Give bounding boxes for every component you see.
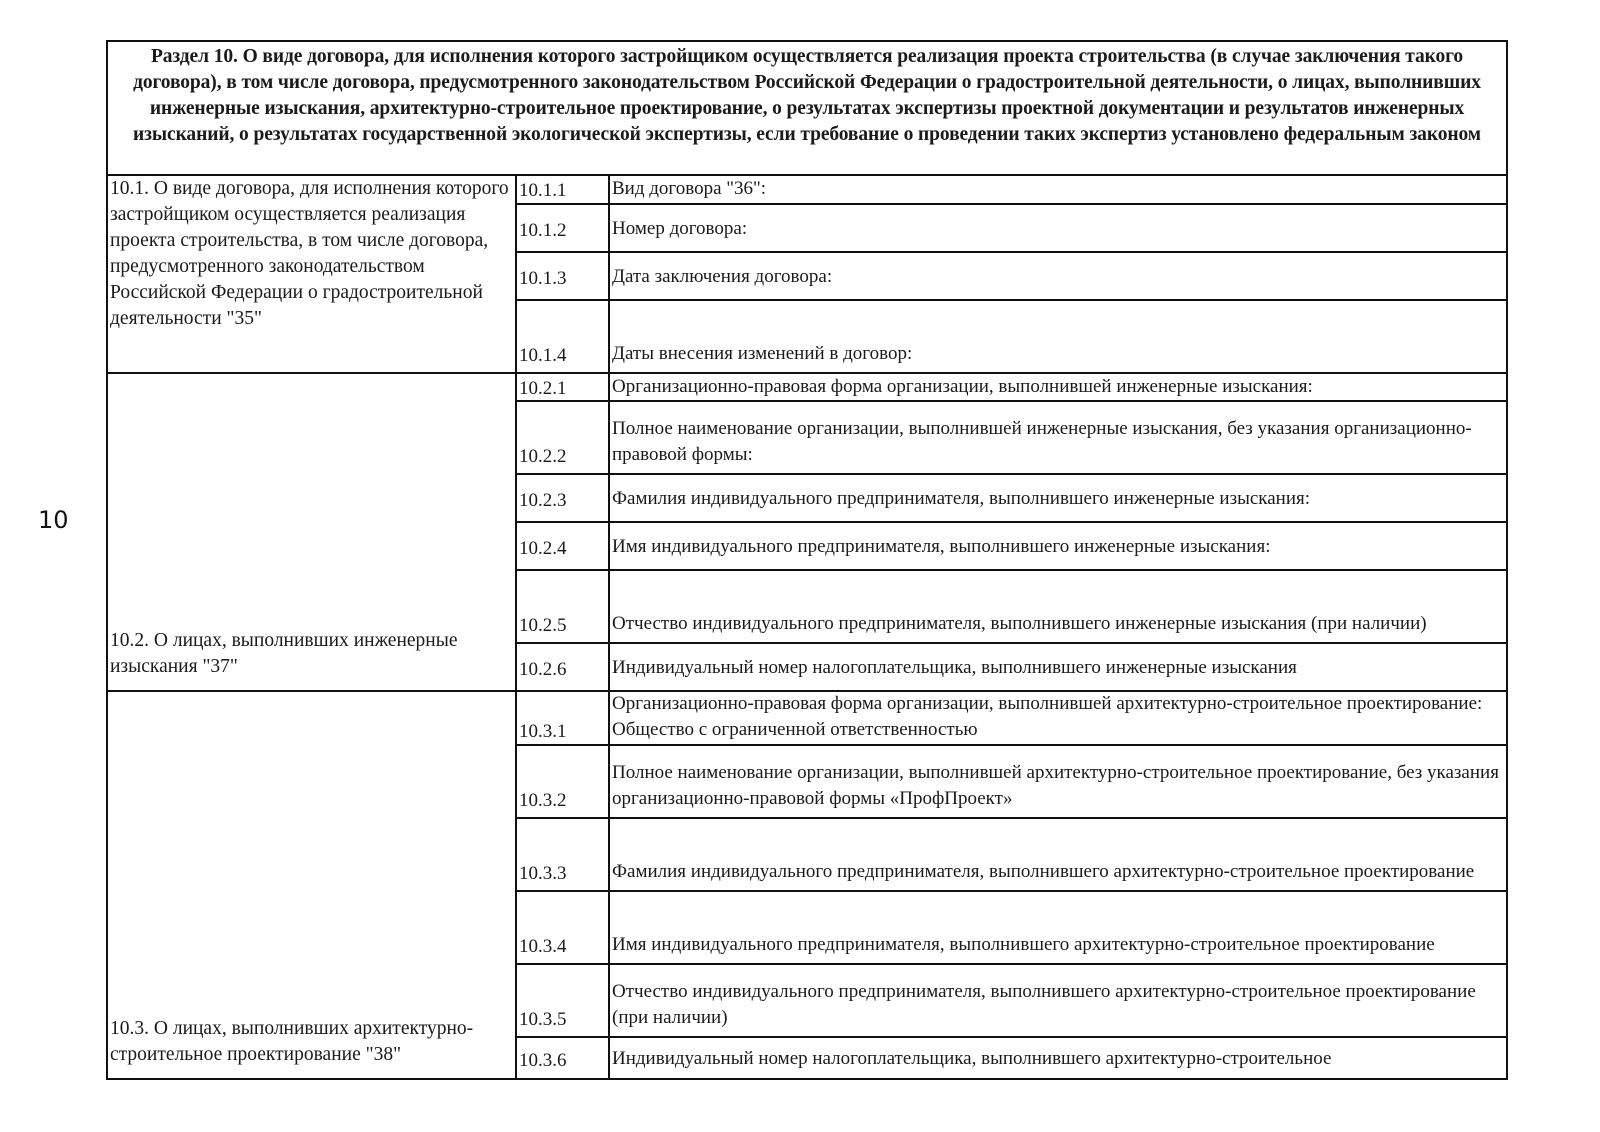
row-text: Номер договора:: [612, 218, 748, 239]
row-number: 10.3.6: [517, 1038, 610, 1078]
row-text: Вид договора "36":: [612, 178, 767, 199]
row-number: 10.1.1: [517, 176, 610, 203]
row-number: 10.2.4: [517, 523, 610, 569]
row-number: 10.2.5: [517, 571, 610, 642]
section-label-text: 10.3. О лицах, выполнивших архитектурно-строительное проектирование "38": [110, 1018, 474, 1065]
row-text: Организационно-правовая форма организации, выполнившей архитектурно-строительное проектирование: Общество с ограниченной ответственностью: [612, 693, 1483, 740]
table-row: [517, 892, 1506, 965]
row-text: Полное наименование организации, выполнившей инженерные изыскания, без указания организационно-правовой формы:: [612, 418, 1472, 465]
table-row: [517, 523, 1506, 571]
table-row: [517, 571, 1506, 644]
row-number: 10.2.6: [517, 644, 610, 690]
row-text: Даты внесения изменений в договор:: [612, 343, 913, 364]
row-text: Полное наименование организации, выполнившей архитектурно-строительное проектирование, без указания организационно-правовой формы «ПрофПроект»: [612, 762, 1499, 809]
disclosure-table: [106, 40, 1508, 1080]
table-row: [517, 253, 1506, 301]
section-10-1: [108, 176, 1506, 374]
table-row: [517, 301, 1506, 372]
row-number: 10.3.4: [517, 892, 610, 963]
table-row: [517, 819, 1506, 892]
section-10-3: [108, 692, 1506, 1078]
table-row: [517, 1038, 1506, 1078]
row-number: 10.2.1: [517, 374, 610, 400]
row-text: Имя индивидуального предпринимателя, выполнившего инженерные изыскания:: [612, 536, 1271, 557]
row-number: 10.3.2: [517, 746, 610, 817]
row-text: Отчество индивидуального предпринимателя, выполнившего архитектурно-строительное проектирование (при наличии): [612, 981, 1476, 1028]
row-number: 10.2.3: [517, 475, 610, 521]
table-row: [517, 692, 1506, 746]
section-label-text: 10.2. О лицах, выполнивших инженерные изыскания "37": [110, 630, 458, 677]
table-row: [517, 475, 1506, 523]
table-row: [517, 374, 1506, 402]
row-text: Организационно-правовая форма организации, выполнившей инженерные изыскания:: [612, 376, 1313, 397]
row-number: 10.2.2: [517, 402, 610, 473]
table-row: [517, 402, 1506, 475]
section-label-text: 10.1. О виде договора, для исполнения которого застройщиком осуществляется реализация проекта строительства, в том числе договора, предусмотренного законодательством Российской Федерации о градостроительной деятельности "35": [110, 178, 509, 329]
row-text: Дата заключения договора:: [612, 266, 833, 287]
table-row: [517, 965, 1506, 1038]
row-number: 10.1.4: [517, 301, 610, 372]
row-number: 10.3.1: [517, 692, 610, 744]
row-text: Отчество индивидуального предпринимателя, выполнившего инженерные изыскания (при наличии): [612, 613, 1427, 634]
table-row: [517, 746, 1506, 819]
section-label: [108, 692, 517, 1078]
section-rows: [517, 176, 1506, 372]
table-row: [517, 176, 1506, 205]
table-row: [517, 644, 1506, 690]
row-text: Фамилия индивидуального предпринимателя, выполнившего архитектурно-строительное проектирование: [612, 861, 1475, 882]
row-number: 10.3.3: [517, 819, 610, 890]
row-text: Индивидуальный номер налогоплательщика, выполнившего инженерные изыскания: [612, 657, 1297, 678]
section-label: [108, 176, 517, 372]
page-number: 10: [38, 506, 69, 534]
section-rows: [517, 692, 1506, 1078]
section-10-2: [108, 374, 1506, 692]
table-row: [517, 205, 1506, 253]
section-rows: [517, 374, 1506, 690]
row-text: Фамилия индивидуального предпринимателя, выполнившего инженерные изыскания:: [612, 488, 1311, 509]
row-text: Индивидуальный номер налогоплательщика, выполнившего архитектурно-строительное: [612, 1048, 1332, 1069]
row-number: 10.1.3: [517, 253, 610, 299]
row-number: 10.1.2: [517, 205, 610, 251]
row-text: Имя индивидуального предпринимателя, выполнившего архитектурно-строительное проектирование: [612, 934, 1435, 955]
section-label: [108, 374, 517, 690]
section-title: Раздел 10. О виде договора, для исполнения которого застройщиком осуществляется реализация проекта строительства (в случае заключения такого договора), в том числе договора, предусмотренного законодательством Российской Федерации о градостроительной деятельности, о лицах, выполнивших инженерные изыскания, архитектурно-строительное проектирование, о результатах экспертизы проектной документации и результатов инженерных изысканий, о результатах государственной экологической экспертизы, если требование о проведении таких экспертиз установлено федеральным законом: [108, 42, 1506, 176]
row-number: 10.3.5: [517, 965, 610, 1036]
